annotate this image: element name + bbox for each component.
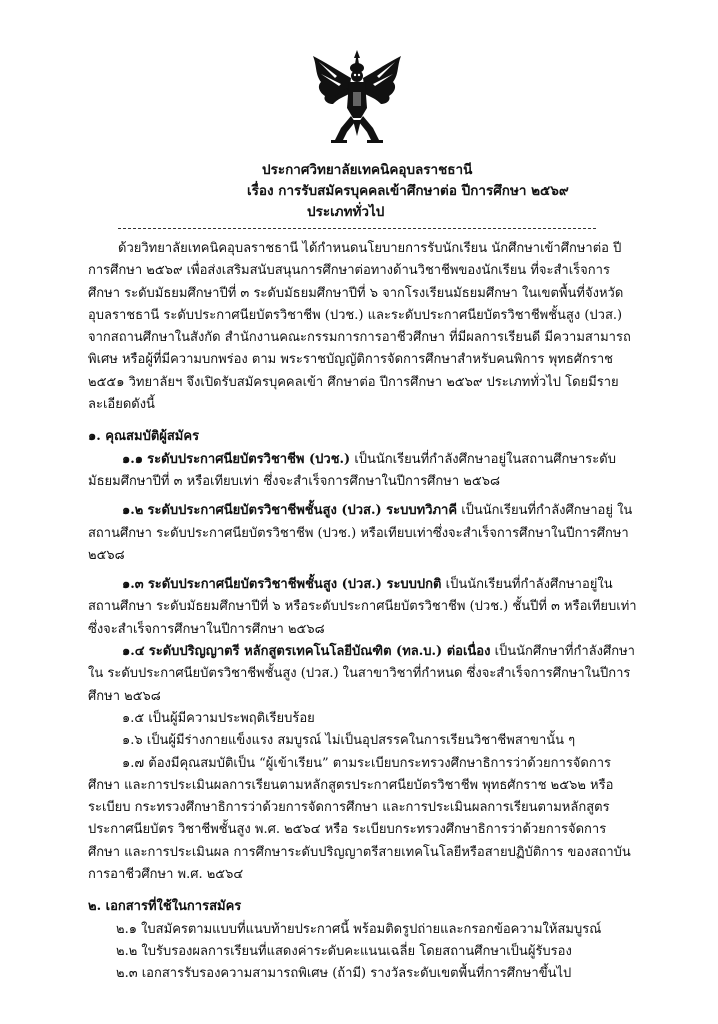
qualification-item [88,708,638,730]
garuda-emblem-icon [307,48,407,148]
header-divider [118,228,596,229]
item-heading: ระดับประกาศนียบัตรวิชาชีพชั้นสูง (ปวส.) ระบบปกติ [147,577,442,593]
document-item: ๒.๒ ใบรับรองผลการเรียนที่แสดงค่าระดับคะแนนเฉลี่ย โดยสถานศึกษาเป็นผู้รับรอง [116,943,572,959]
header-subject: เรื่อง การรับสมัครบุคคลเข้าศึกษาต่อ ปีการศึกษา ๒๕๖๙ [247,183,569,199]
item-number: ๑.๒ [122,503,144,519]
item-number: ๑.๔ [122,644,145,660]
qualification-item [88,641,638,708]
section-1-title: ๑. คุณสมบัติผู้สมัคร [88,429,200,445]
item-number: ๑.๑ [122,451,144,467]
item-text: เป็นนักเรียนที่กำลังศึกษาอยู่ใน สถานศึกษา ระดับมัธยมศึกษาปีที่ ๖ หรือระดับประกาศนียบัตรวิชาชีพ (ปวช.) ชั้นปีที่ ๓ หรือเทียบเท่า ซึ่งจะสำเร็จการศึกษาในปีการศึกษา ๒๕๖๘ [88,577,637,637]
item-text: เป็นนักศึกษาที่กำลังศึกษาใน ระดับประกาศนียบัตรวิชาชีพชั้นสูง (ปวส.) ในสาขาวิชาที่กำหนด ซึ่งจะสำเร็จการศึกษาในปีการศึกษา ๒๕๖๘ [88,644,635,704]
item-number: ๑.๕ [122,710,145,726]
item-number: ๑.๗ [122,755,145,771]
announcement-header [0,160,718,223]
qualification-item [88,574,638,641]
item-heading: ระดับประกาศนียบัตรวิชาชีพชั้นสูง (ปวส.) ระบบทวิภาคี [147,503,458,519]
section-2-title: ๒. เอกสารที่ใช้ในการสมัคร [88,899,242,915]
intro-paragraph: ด้วยวิทยาลัยเทคนิคอุบลราชธานี ได้กำหนดนโยบายการรับนักเรียน นักศึกษาเข้าศึกษาต่อ ปีการศึกษา ๒๕๖๙ เพื่อส่งเสริมสนับสนุนการศึกษาต่อทางด้านวิชาชีพของนักเรียน ที่จะสำเร็จการศึกษา ระดับมัธยมศึกษาปีที่ ๓ ระดับมัธยมศึกษาปีที่ ๖ จากโรงเรียนมัธยมศึกษา ในเขตพื้นที่จังหวัดอุบลราชธานี ระดับประกาศนียบัตรวิชาชีพ (ปวช.) และระดับประกาศนียบัตรวิชาชีพชั้นสูง (ปวส.) จากสถานศึกษาในสังกัด สำนักงานคณะกรรมการการอาชีวศึกษา ที่มีผลการเรียนดี มีความสามารถพิเศษ หรือผู้ที่มีความบกพร่อง ตาม พระราชบัญญัติการจัดการศึกษาสำหรับคนพิการ พุทธศักราช ๒๕๕๑ วิทยาลัยฯ จึงเปิดรับสมัครบุคคลเข้า ศึกษาต่อ ปีการศึกษา ๒๕๖๙ ประเภททั่วไป โดยมีรายละเอียดดังนี้ [88,241,631,413]
announcement-body [88,238,638,986]
item-text: เป็นผู้มีความประพฤติเรียบร้อย [144,710,315,726]
item-heading: ระดับปริญญาตรี หลักสูตรเทคโนโลยีบัณฑิต (ทล.บ.) ต่อเนื่อง [148,644,491,660]
header-category: ประเภททั่วไป [307,204,385,220]
item-text: เป็นนักเรียนที่กำลังศึกษาอยู่ในสถานศึกษาระดับ มัธยมศึกษาปีที่ ๓ หรือเทียบเท่า ซึ่งจะสำเร็จการศึกษาในปีการศึกษา ๒๕๖๘ [88,451,616,489]
item-text: เป็นนักเรียนที่กำลังศึกษาอยู่ ในสถานศึกษา ระดับประกาศนียบัตรวิชาชีพ (ปวช.) หรือเทียบเท่าซึ่งจะสำเร็จการศึกษาในปีการศึกษา ๒๕๖๘ [88,503,633,563]
qualification-item [88,449,638,494]
item-text: ต้องมีคุณสมบัติเป็น “ผู้เข้าเรียน” ตามระเบียบกระทรวงศึกษาธิการว่าด้วยการจัดการศึกษา และการประเมินผลการเรียนตามหลักสูตรประกาศนียบัตรวิชาชีพ พุทธศักราช ๒๕๖๒ หรือ ระเบียบ กระทรวงศึกษาธิการว่าด้วยการจัดการศึกษา และการประเมินผลการเรียนตามหลักสูตรประกาศนียบัตร วิชาชีพชั้นสูง พ.ศ. ๒๕๖๔ หรือ ระเบียบกระทรวงศึกษาธิการว่าด้วยการจัดการศึกษา และการประเมินผล การศึกษาระดับปริญญาตรีสายเทคโนโลยีหรือสายปฏิบัติการ ของสถาบันการอาชีวศึกษา พ.ศ. ๒๕๖๔ [88,755,631,883]
header-title: ประกาศวิทยาลัยเทคนิคอุบลราชธานี [262,162,473,178]
qualification-item [88,753,638,887]
item-number: ๑.๓ [122,577,144,593]
document-item: ๒.๑ ใบสมัครตามแบบที่แนบท้ายประกาศนี้ พร้อมติดรูปถ่ายและกรอกข้อความให้สมบูรณ์ [116,921,602,937]
document-item: ๒.๓ เอกสารรับรองความสามารถพิเศษ (ถ้ามี) รางวัลระดับเขตพื้นที่การศึกษาขึ้นไป [116,966,572,982]
qualification-item [88,730,638,752]
item-number: ๑.๖ [122,733,143,749]
qualification-item [88,500,638,567]
item-heading: ระดับประกาศนียบัตรวิชาชีพ (ปวช.) [147,451,351,467]
item-text: เป็นผู้มีร่างกายแข็งแรง สมบูรณ์ ไม่เป็นอุปสรรคในการเรียนวิชาชีพสาขานั้น ๆ [142,733,576,749]
